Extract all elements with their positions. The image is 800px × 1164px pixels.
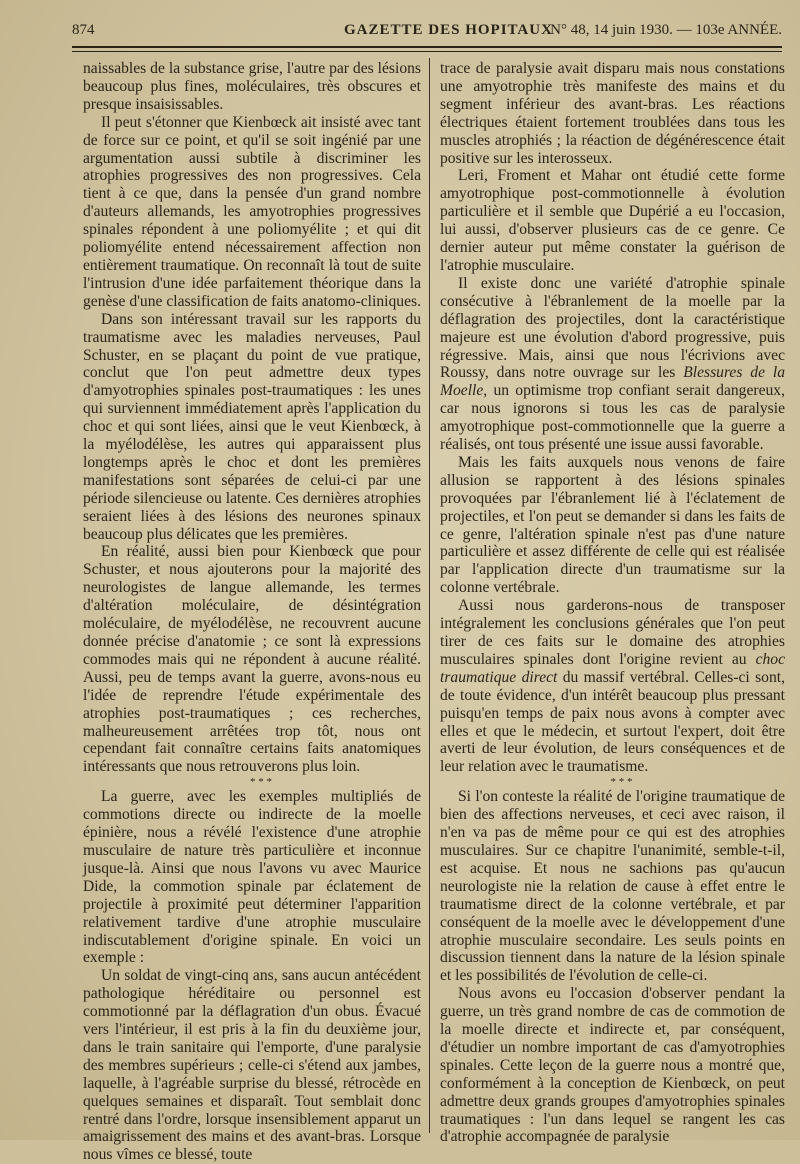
paragraph: Mais les faits auxquels nous venons de faire allusion se rapportent à des lésions spinales provoquées par l'ébranlement lié à l'éclatement de projectiles, et l'on peut se demander si dans les faits de ce genre, l'altération spinale n'est pas d'une nature particulière et assez différente de celle qui est réalisée par l'application directe d'un traumatisme sur la colonne vertébrale.	[440, 453, 785, 597]
right-column	[440, 60, 785, 1146]
text-run: Il existe donc une variété d'atrophie spinale consécutive à l'ébranlement de la moelle par la déflagration des projectiles, dont la caractéristique majeure est une évolution d'abord progressive, puis régressive. Mais, ainsi que nous l'écrivions avec Roussy, dans notre ouvrage sur les	[440, 274, 785, 382]
paragraph: Si l'on conteste la réalité de l'origine traumatique de bien des affections nerveuses, et ceci avec raison, il n'en va pas de même pour ce qui est des atrophies musculaires. Sur ce chapitre l'unanimité, semble-t-il, est acquise. Et nous ne sachions pas qu'aucun neurologiste nie la relation de cause à effet entre le traumatisme direct de la colonne vertébrale, et par conséquent de la moelle avec le développement d'une atrophie musculaire secondaire. Les seuls points en discussion tiennent dans la nature de la lésion spinale et les possibilités de l'évolution de celle-ci.	[440, 788, 785, 985]
journal-title: GAZETTE DES HOPITAUX	[344, 22, 553, 38]
issue-info: N° 48, 14 juin 1930. — 103e ANNÉE.	[550, 22, 782, 38]
paragraph: Il peut s'étonner que Kienbœck ait insisté avec tant de force sur ce point, et qu'il se soit ingénié par une argumentation aussi subtile à discriminer les atrophies progressives des non progressives. Cela tient à ce que, dans la pensée d'un grand nombre d'auteurs allemands, les amyotrophies progressives spinales répondent à une poliomyélite ; et qui dit poliomyélite entend nécessairement affection non entièrement traumatique. On reconnaît là tout de suite l'intrusion d'une idée parfaitement théorique dans la genèse d'une classification de faits anatomo-cliniques.	[83, 113, 421, 310]
italic-term: choc traumatique direct	[440, 650, 785, 686]
paragraph: Leri, Froment et Mahar ont étudié cette forme amyotrophique post-commotionnelle à évolution particulière et il semble que Dupérié a eu l'occasion, lui aussi, d'observer plusieurs cas de ce genre. Ce dernier auteur put même constater la guérison de l'atrophie musculaire.	[440, 167, 785, 274]
section-separator: * * *	[610, 776, 633, 789]
paragraph: En réalité, aussi bien pour Kienbœck que pour Schuster, et nous ajouterons pour la majorité des neurologistes de langue allemande, les termes d'altération moléculaire, de désintégration moléculaire, de myélodélèse, ne recouvrent aucune donnée précise d'anatomie ; ce sont là expressions commodes mais qui ne répondent à aucune réalité. Aussi, peu de temps avant la guerre, avons-nous eu l'idée de reprendre l'étude expérimentale des atrophies post-traumatiques ; ces recherches, malheureusement arrêtées trop tôt, nous ont cependant fait connaître certains faits anatomiques intéressants que nous retrouverons plus loin.	[83, 543, 421, 776]
page-header	[72, 22, 782, 44]
text-run: du massif vertébral. Celles-ci sont, de toute évidence, d'un intérêt beaucoup plus pressant puisqu'en temps de paix nous avons à compter avec elles et que le médecin, et surtout l'expert, doit être averti de leur évolution, de leurs conséquences et de leur relation avec le traumatisme.	[440, 668, 785, 776]
paragraph	[440, 275, 785, 454]
left-column	[83, 60, 421, 1164]
column-divider	[429, 58, 430, 1133]
page-number: 874	[72, 22, 95, 38]
paragraph: La guerre, avec les exemples multipliés de commotions directe ou indirecte de la moelle épinière, nous a révélé l'existence d'une atrophie musculaire de nature très particulière et inconnue jusque-là. Ainsi que nous l'avons vu avec Maurice Dide, la commotion spinale par éclatement de projectile à proximité peut déterminer l'apparition relativement tardive d'une atrophie musculaire indiscutablement d'origine spinale. En voici un exemple :	[83, 788, 421, 967]
text-run: , un optimisme trop confiant serait dangereux, car nous ignorons si tous les cas de paralysie amyotrophique post-commotionnelle que la guerre a réalisés, ont tous présenté une issue aussi favorable.	[440, 382, 785, 454]
paragraph	[440, 597, 785, 776]
section-separator: * * *	[250, 776, 272, 789]
text-run: Aussi nous garderons-nous de transposer intégralement les conclusions générales que l'on peut tirer de ces faits sur le domaine des atrophies musculaires spinales dont l'origine revient au	[440, 597, 785, 668]
paragraph: trace de paralysie avait disparu mais nous constations une amyotrophie très manifeste des mains et du segment inférieur des avant-bras. Les réactions électriques étaient fortement troublées dans tous les muscles atrophiés ; la réaction de dégénérescence était positive sur les interosseux.	[440, 60, 785, 167]
header-rule-thick	[72, 46, 782, 48]
italic-title: Blessures de la Moelle	[440, 364, 786, 400]
paragraph: Dans son intéressant travail sur les rapports du traumatisme avec les maladies nerveuses, Paul Schuster, en se plaçant du point de vue pratique, conclut que l'on peut admettre deux types d'amyotrophies spinales post-traumatiques : les unes qui surviennent immédiatement après l'application du choc et qui sont liées, ainsi que le veut Kienbœck, à la myélodélèse, les autres qui apparaissent plus longtemps après le choc et dont les premières manifestations sont séparées de celui-ci par une période silencieuse ou latente. Ces dernières atrophies seraient liées à des lésions des neurones spinaux beaucoup plus délicates que les premières.	[83, 310, 421, 543]
paragraph: naissables de la substance grise, l'autre par des lésions beaucoup plus fines, moléculaires, très obscures et presque insaisissables.	[83, 60, 421, 113]
paragraph: Un soldat de vingt-cinq ans, sans aucun antécédent pathologique héréditaire ou personnel est commotionné par la déflagration d'un obus. Évacué vers l'intérieur, il est pris à la fin du deuxième jour, dans le train sanitaire qui l'emporte, d'une paralysie des membres supérieurs ; celle-ci s'étend aux jambes, laquelle, à l'agréable surprise du blessé, rétrocède en quelques semaines et disparaît. Tout semblait donc rentré dans l'ordre, lorsque insensiblement apparut un amaigrissement des mains et des avant-bras. Lorsque nous vîmes ce blessé, toute	[83, 967, 421, 1164]
header-rule-thin	[72, 51, 782, 52]
paragraph: Nous avons eu l'occasion d'observer pendant la guerre, un très grand nombre de cas de commotion de la moelle directe et indirecte et, par conséquent, d'étudier un nombre important de cas d'amyotrophies spinales. Cette leçon de la guerre nous a montré que, conformément à la conception de Kienbœck, on peut admettre deux grands groupes d'amyotrophies spinales traumatiques : l'un dans lequel se rangent les cas d'atrophie accompagnée de paralysie	[440, 985, 785, 1146]
